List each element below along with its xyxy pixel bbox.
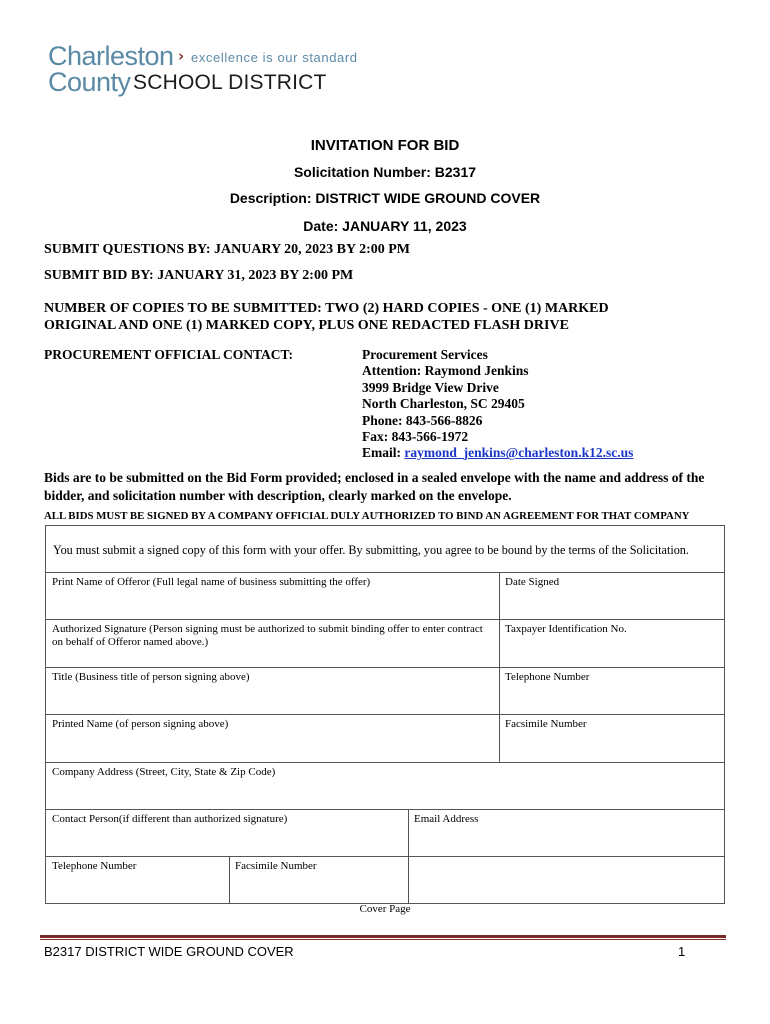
logo-charleston: Charleston	[48, 41, 174, 71]
company-address-field[interactable]: Company Address (Street, City, State & Zip Code)	[46, 762, 724, 809]
facsimile-field[interactable]: Facsimile Number	[499, 714, 724, 762]
telephone-field[interactable]: Telephone Number	[499, 667, 724, 714]
bid-date: Date: JANUARY 11, 2023	[303, 218, 467, 234]
bid-instructions: Bids are to be submitted on the Bid Form provided; enclosed in a sealed envelope with the name and address of the bidder, and solicitation number with description, clearly marked on the envelope.	[44, 470, 705, 503]
contact-email-row	[362, 445, 633, 461]
column-divider	[408, 809, 409, 903]
district-logo	[48, 42, 368, 98]
email-label: Email:	[362, 445, 405, 461]
copies-requirement	[44, 300, 609, 334]
cover-page-label: Cover Page	[359, 903, 411, 915]
printed-name-field[interactable]: Printed Name (of person signing above)	[46, 714, 499, 762]
copies-line-2: ORIGINAL AND ONE (1) MARKED COPY, PLUS ONE REDACTED FLASH DRIVE	[44, 318, 569, 333]
contact-person-field[interactable]: Contact Person(if different than authorized signature)	[46, 809, 408, 856]
telephone-field-2[interactable]: Telephone Number	[46, 856, 229, 903]
chevron-right-icon: ›	[178, 47, 185, 65]
contact-street: 3999 Bridge View Drive	[362, 379, 499, 395]
contact-label: PROCUREMENT OFFICIAL CONTACT:	[44, 347, 294, 362]
page-title: INVITATION FOR BID	[310, 137, 460, 154]
taxpayer-id-field[interactable]: Taxpayer Identification No.	[499, 619, 724, 667]
authorized-signature-field[interactable]: Authorized Signature (Person signing must be authorized to submit binding offer to enter contract on behalf of Offeror named above.)	[46, 619, 499, 667]
page-number: 1	[678, 944, 686, 959]
offeror-form	[45, 525, 725, 904]
logo-school-district: SCHOOL DISTRICT	[133, 71, 327, 94]
business-title-field[interactable]: Title (Business title of person signing above)	[46, 667, 499, 714]
column-divider	[229, 856, 230, 903]
email-address-field[interactable]: Email Address	[408, 809, 724, 856]
logo-tagline: excellence is our standard	[191, 50, 358, 65]
contact-dept: Procurement Services	[362, 347, 488, 362]
logo-county: County	[48, 67, 131, 97]
contact-block	[362, 347, 633, 462]
form-intro: You must submit a signed copy of this form with your offer. By submitting, you agree to be bound by the terms of the Solicitation.	[53, 543, 689, 557]
contact-city: North Charleston, SC 29405	[362, 396, 525, 412]
blank-cell	[408, 856, 724, 903]
contact-fax: Fax: 843-566-1972	[362, 429, 469, 445]
column-divider	[499, 572, 500, 762]
solicitation-number: Solicitation Number: B2317	[293, 164, 477, 180]
facsimile-field-2[interactable]: Facsimile Number	[229, 856, 408, 903]
contact-attention: Attention: Raymond Jenkins	[362, 363, 529, 379]
questions-deadline: SUBMIT QUESTIONS BY: JANUARY 20, 2023 BY 2:00 PM	[44, 242, 411, 257]
email-link[interactable]: raymond_jenkins@charleston.k12.sc.us	[404, 445, 634, 461]
date-signed-field[interactable]: Date Signed	[499, 572, 724, 619]
footer-title: B2317 DISTRICT WIDE GROUND COVER	[44, 944, 294, 959]
copies-line-1: NUMBER OF COPIES TO BE SUBMITTED: TWO (2) HARD COPIES - ONE (1) MARKED	[44, 301, 609, 316]
bid-deadline: SUBMIT BID BY: JANUARY 31, 2023 BY 2:00 PM	[44, 268, 354, 283]
footer-rule	[40, 935, 726, 938]
signature-requirement: ALL BIDS MUST BE SIGNED BY A COMPANY OFFICIAL DULY AUTHORIZED TO BIND AN AGREEMENT FOR THAT COMPANY	[44, 510, 690, 522]
contact-phone: Phone: 843-566-8826	[362, 412, 483, 428]
offeror-name-field[interactable]: Print Name of Offeror (Full legal name of business submitting the offer)	[46, 572, 499, 619]
footer-rule-thin	[40, 939, 726, 940]
bid-description: Description: DISTRICT WIDE GROUND COVER	[229, 190, 541, 206]
